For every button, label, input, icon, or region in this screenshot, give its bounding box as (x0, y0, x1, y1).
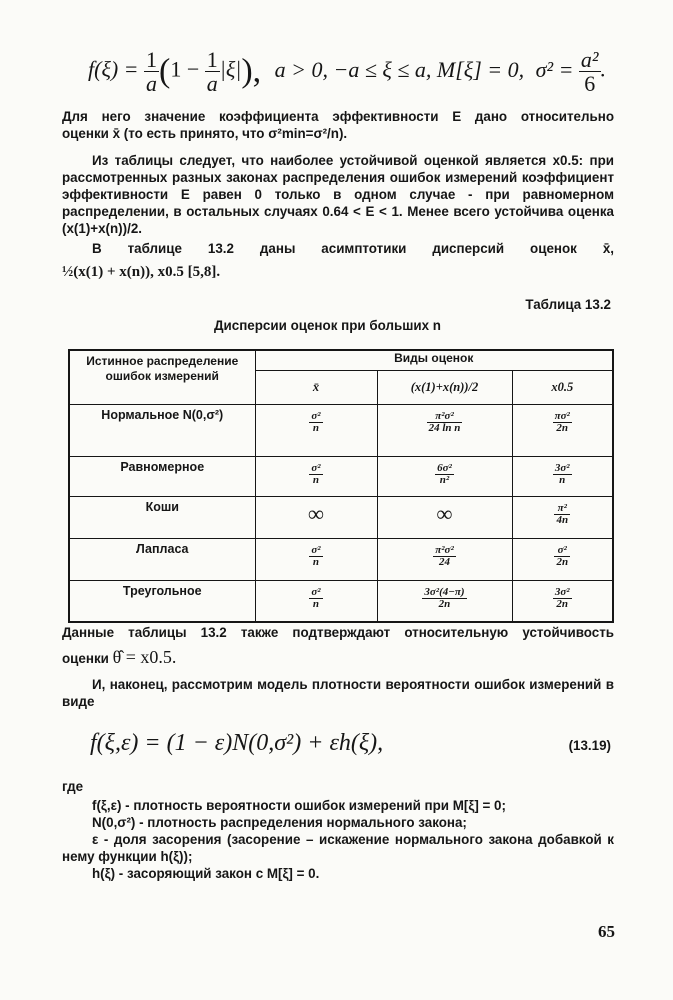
fraction-denominator: 2n (438, 598, 451, 611)
paren-open: ( (159, 52, 171, 90)
variance-cell-c2 (377, 496, 512, 538)
formula-contaminated-model: f(ξ,ε) = (1 − ε)N(0,σ²) + εh(ξ), (90, 730, 384, 756)
variance-fraction (553, 587, 572, 611)
variance-cell-c2 (377, 538, 512, 580)
para5-text: И, наконец, рассмотрим модель плотности вероятности ошибок измерений в виде (62, 677, 614, 709)
fraction-denominator: n (312, 474, 320, 487)
fraction-numerator: 3σ² (554, 585, 570, 598)
header-mean: x̄ (255, 370, 377, 404)
paragraph-confirmation (62, 624, 614, 667)
fraction-1-over-a-2: $\frac{1}{a}$ (206, 47, 218, 97)
fraction-denominator: 2n (556, 556, 569, 569)
variance-cell-c1 (255, 580, 377, 622)
variance-fraction (309, 545, 322, 569)
table-row (69, 538, 613, 580)
para3-line1: В таблице 13.2 даны асимптотики дисперсий оценок x̄, (92, 241, 614, 256)
fraction-numerator: σ² (311, 409, 321, 422)
def-density: f(ξ,ε) - плотность вероятности ошибок измерений при M[ξ] = 0; (92, 798, 506, 813)
fraction-numerator: σ² (311, 543, 321, 556)
definitions-list (62, 797, 614, 882)
fraction-denominator: 2n (556, 422, 569, 435)
para2-text: Из таблицы следует, что наиболее устойчивой оценкой является x0.5: при рассмотренных разных законах распределения ошибок измерений коэффициент эффективности E равен 0 только в одном случае - при равномерном распределении, в остальных случаях 0.64 < E < 1. Менее всего устойчива оценка (x(1)+x(n))/2. (62, 153, 614, 236)
def-contaminating-law: h(ξ) - засоряющий закон с M[ξ] = 0. (92, 866, 320, 881)
formula-number: (13.19) (568, 738, 611, 753)
variance-fraction (554, 545, 570, 569)
paragraph-efficiency (62, 108, 614, 142)
def-contamination-share: ε - доля засорения (засорение – искажение нормального закона добавкой к нему функции h(ξ)); (62, 832, 614, 864)
fraction-numerator: π²σ² (435, 543, 454, 556)
table-title: Дисперсии оценок при больших n (214, 318, 441, 333)
variance-cell-c1 (255, 538, 377, 580)
variance-cell-c3 (512, 456, 613, 496)
fraction-numerator: σ² (554, 545, 570, 558)
para1-line1: Для него значение коэффициента эффективности E дано относительно (62, 109, 614, 124)
formula-period: . (600, 56, 607, 82)
header-midrange: (x(1)+x(n))/2 (377, 370, 512, 404)
row-distribution-label: Лапласа (69, 538, 255, 580)
fraction-denominator: n² (439, 474, 450, 487)
variance-cell-c1 (255, 496, 377, 538)
variance-table (68, 349, 614, 623)
infinity-symbol: ∞ (436, 500, 453, 526)
variance-cell-c2 (377, 404, 512, 456)
variance-fraction (553, 411, 572, 435)
abs-xi: |ξ| (219, 56, 242, 82)
para3-line2: ½(x(1) + x(n)), x0.5 [5,8]. (62, 264, 221, 280)
fraction-denominator: 4n (556, 514, 569, 527)
table-row (69, 404, 613, 456)
table-number: Таблица 13.2 (525, 297, 611, 312)
variance-fraction (435, 463, 454, 487)
header-median: x0.5 (512, 370, 613, 404)
fraction-denominator: n (559, 474, 566, 487)
variance-fraction (554, 503, 570, 527)
fraction-denominator: n (312, 598, 320, 611)
fraction-numerator: 6σ² (437, 461, 452, 474)
fraction-numerator: πσ² (554, 409, 570, 422)
fraction-numerator: σ² (311, 585, 321, 598)
sigma-lhs: σ² = (535, 56, 574, 82)
table-row (69, 456, 613, 496)
table-row (69, 496, 613, 538)
fraction-numerator: 3σ² (554, 461, 570, 474)
para4-theta-math: θ̂ = x0.5. (112, 647, 177, 667)
header-estimator-types: Виды оценок (255, 350, 613, 370)
variance-cell-c2 (377, 580, 512, 622)
variance-cell-c3 (512, 404, 613, 456)
variance-fraction (553, 463, 572, 487)
page-number: 65 (598, 922, 615, 941)
paragraph-table-conclusion (62, 152, 614, 237)
fraction-denominator: 24 ln n (428, 422, 461, 435)
one-minus: 1 − (170, 56, 200, 82)
para1-line2: оценки x̄ (то есть принято, что σ²min=σ²/n). (62, 126, 348, 141)
where-label: где (62, 779, 84, 794)
row-distribution-label: Коши (69, 496, 255, 538)
variance-fraction (433, 545, 456, 569)
fraction-denominator: 24 (439, 556, 450, 569)
fraction-numerator: π²σ² (427, 411, 463, 424)
fraction-denominator: 2n (556, 598, 569, 611)
variance-fraction (309, 411, 322, 435)
variance-cell-c1 (255, 404, 377, 456)
paren-close: ), (241, 52, 262, 90)
table-body (69, 404, 613, 622)
para4-line1: Данные таблицы 13.2 также подтверждают относительную устойчивость (62, 625, 614, 640)
variance-fraction (309, 463, 322, 487)
variance-fraction (422, 587, 466, 611)
fraction-denominator: n (312, 422, 320, 435)
fraction-numerator: σ² (311, 461, 321, 474)
variance-cell-c1 (255, 456, 377, 496)
row-distribution-label: Нормальное N(0,σ²) (69, 404, 255, 456)
infinity-symbol: ∞ (308, 500, 324, 526)
def-normal: N(0,σ²) - плотность распределения нормального закона; (92, 815, 467, 830)
fraction-numerator: 3σ²(4−π) (424, 585, 465, 598)
fraction-numerator: π² (554, 503, 570, 516)
fraction-denominator: n (312, 556, 320, 569)
variance-cell-c2 (377, 456, 512, 496)
variance-cell-c3 (512, 580, 613, 622)
variance-fraction (309, 587, 322, 611)
variance-fraction (427, 411, 463, 435)
fraction-1-over-a: $\frac{1}{a}$ (146, 47, 158, 97)
row-distribution-label: Равномерное (69, 456, 255, 496)
paragraph-model (62, 676, 614, 710)
fraction-a2-over-6: $\frac{\text{a²}}{6}$ (580, 47, 599, 97)
variance-cell-c3 (512, 538, 613, 580)
variance-cell-c3 (512, 496, 613, 538)
row-distribution-label: Треугольное (69, 580, 255, 622)
formula-conditions: a > 0, −a ≤ ξ ≤ a, M[ξ] = 0, (274, 56, 525, 82)
formula-func: f(ξ) = (88, 56, 139, 82)
formula-density-uniform-like (88, 48, 606, 95)
para4-line2-text: оценки (62, 651, 109, 666)
header-true-distribution: Истинное распределение ошибок измерений (69, 350, 255, 404)
paragraph-asymptotics (62, 240, 614, 281)
table-row (69, 580, 613, 622)
